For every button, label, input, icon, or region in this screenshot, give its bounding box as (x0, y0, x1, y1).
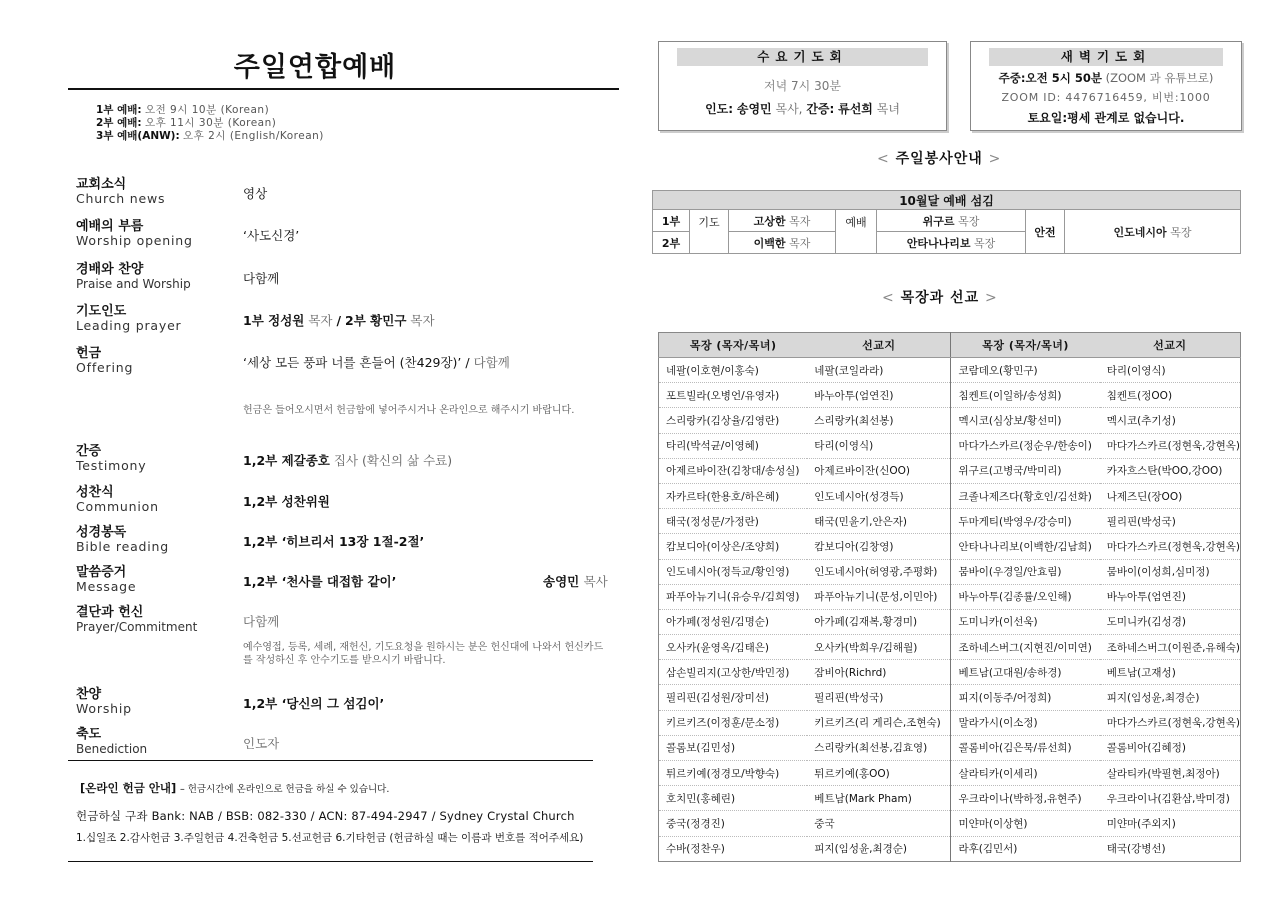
order-label-ko: 성찬식 (76, 485, 114, 500)
mission-field-cell: 도미니카(김성경) (1100, 609, 1241, 634)
preacher (543, 572, 608, 590)
offering-note: 헌금은 들어오시면서 헌금함에 넣어주시거나 온라인으로 해주시기 바랍니다. (243, 405, 575, 416)
order-testimony (76, 445, 616, 473)
serving-prayer-2 (729, 232, 836, 254)
order-label-en: Communion (76, 499, 159, 514)
mission-field-cell: 마다가스카르(정현욱,강현옥) (1100, 710, 1241, 735)
mission-field-cell: 인도네시아(허영광,주평화) (807, 559, 951, 584)
service-times (96, 104, 324, 143)
prayer-leader-1: 1부 정성원 (243, 313, 305, 328)
serving-title: 목장 (958, 214, 980, 228)
missions-title-text: 목장과 선교 (900, 290, 980, 306)
mission-field-cell: 파푸아뉴기니(문성,이민아) (807, 584, 951, 609)
mission-field-cell: 중국 (807, 811, 951, 836)
group-cell: 인도네시아(정득교/황인영) (659, 559, 808, 584)
mission-field-cell: 베트남(Mark Pham) (807, 786, 951, 811)
offering-hymn: ‘세상 모든 풍파 너를 흔들어 (찬429장)’ / (243, 355, 470, 370)
missions-table (658, 332, 1241, 862)
bracket-left: < (882, 290, 895, 306)
group-cell: 삼손빌리지(고상한/박민정) (659, 660, 808, 685)
group-cell: 살라티카(이세리) (951, 761, 1100, 786)
mission-field-cell: 필리핀(박성국) (1100, 509, 1241, 534)
missions-row (659, 786, 1241, 811)
online-divider-top (68, 760, 593, 761)
group-cell: 아가페(정성원/김명순) (659, 609, 808, 634)
group-cell: 필리핀(김성원/장미선) (659, 685, 808, 710)
missions-row (659, 383, 1241, 408)
order-label-ko: 성경봉독 (76, 525, 127, 540)
bank-account: 헌금하실 구좌 Bank: NAB / BSB: 082-330 / ACN: 87-494-2947 / Sydney Crystal Church (76, 809, 575, 823)
online-title-note: – 헌금시간에 온라인으로 헌금을 하실 수 있습니다. (179, 784, 390, 795)
group-cell: 콜롬비아(김은묵/류선희) (951, 735, 1100, 760)
order-label-en: Praise and Worship (76, 277, 191, 291)
wednesday-testimony-title: 목녀 (876, 102, 900, 116)
group-cell: 위구르(고병국/박미리) (951, 458, 1100, 483)
order-value (243, 311, 435, 329)
missions-row (659, 559, 1241, 584)
group-cell: 코람데오(황민구) (951, 358, 1100, 383)
wednesday-time: 저녁 7시 30분 (764, 79, 841, 93)
order-worship (76, 688, 616, 716)
service-time-label: 3부 예배(ANW): (96, 130, 180, 142)
order-news (76, 178, 616, 206)
mission-field-cell: 침켄트(정OO) (1100, 383, 1241, 408)
service-time-value: 오후 2시 (English/Korean) (183, 130, 324, 142)
order-label-en: Worship (76, 701, 132, 716)
serving-prayer-1 (729, 210, 836, 232)
missions-row (659, 358, 1241, 383)
missions-row (659, 761, 1241, 786)
serving-title: 목장 (974, 236, 996, 250)
online-divider-bottom (68, 861, 593, 862)
dawn-weekday-time: 주중:오전 5시 50분 (998, 71, 1102, 85)
group-cell: 침켄트(이일하/송성희) (951, 383, 1100, 408)
bracket-right: > (984, 290, 998, 306)
missions-row (659, 408, 1241, 433)
order-label-ko: 간증 (76, 444, 102, 459)
group-cell: 라후(김민서) (951, 836, 1100, 861)
bracket-right: > (988, 151, 1002, 167)
missions-row (659, 433, 1241, 458)
serving-title: 목장 (1170, 225, 1192, 239)
group-cell: 콜롬보(김민성) (659, 735, 808, 760)
dawn-zoom: ZOOM ID: 4476716459, 비번:1000 (1001, 91, 1211, 104)
order-value: 1,2부 성찬위원 (243, 494, 330, 509)
serving-svc: 2부 (653, 232, 690, 254)
group-cell: 태국(정성문/가정란) (659, 509, 808, 534)
prayer-separator: / (336, 313, 342, 328)
group-cell: 우크라이나(박하정,유현주) (951, 786, 1100, 811)
dawn-weekday-mode: (ZOOM 과 유튜브로) (1105, 71, 1214, 85)
missions-row (659, 836, 1241, 861)
group-cell: 도미니카(이선욱) (951, 609, 1100, 634)
missions-row (659, 509, 1241, 534)
offering-types: 1.십일조 2.감사헌금 3.주일헌금 4.건축헌금 5.선교헌금 6.기타헌금 (헌금하실 때는 이름과 번호를 적어주세요) (76, 832, 584, 844)
order-dedication (76, 606, 616, 634)
order-label-en: Worship opening (76, 233, 193, 248)
group-cell: 피지(이동주/어정희) (951, 685, 1100, 710)
mission-field-cell: 마다가스카르(정현욱,강현옥) (1100, 534, 1241, 559)
order-value: 인도자 (243, 736, 280, 751)
missions-row (659, 811, 1241, 836)
service-time-value: 오후 11시 30분 (Korean) (144, 117, 277, 129)
order-label-ko: 경배와 찬양 (76, 262, 144, 277)
offering-who: 다함께 (473, 355, 510, 370)
mission-field-cell: 우크라이나(김환삼,박미경) (1100, 786, 1241, 811)
service-time-label: 1부 예배: (96, 104, 142, 116)
order-label-ko: 말씀증거 (76, 565, 127, 580)
order-benediction (76, 728, 616, 756)
group-cell: 수바(정찬우) (659, 836, 808, 861)
missions-row (659, 458, 1241, 483)
mission-field-cell: 피지(임성윤,최경순) (1100, 685, 1241, 710)
missions-row (659, 660, 1241, 685)
mission-field-cell: 미얀마(주외지) (1100, 811, 1241, 836)
mission-field-cell: 살라티카(박필현,최정아) (1100, 761, 1241, 786)
mission-field-cell: 아제르바이잔(신OO) (807, 458, 951, 483)
serving-name: 이백한 (753, 236, 786, 250)
serving-table (652, 190, 1241, 254)
mission-field-cell: 타리(이영식) (807, 433, 951, 458)
online-offering-title (80, 780, 389, 796)
prayer-leader-2-title: 목자 (410, 313, 435, 328)
group-cell: 말라가시(이소정) (951, 710, 1100, 735)
order-label-en: Bible reading (76, 539, 169, 554)
serving-role-safety: 안전 (1026, 210, 1065, 254)
order-prayer (76, 305, 616, 333)
mission-field-cell: 네팔(코일라라) (807, 358, 951, 383)
serving-title-text: 주일봉사안내 (895, 151, 983, 167)
missions-row (659, 635, 1241, 660)
order-opening (76, 220, 616, 248)
preacher-title: 목사 (583, 574, 608, 589)
prayer-leader-1-title: 목자 (308, 313, 333, 328)
mission-field-cell: 나제즈딘(장OO) (1100, 483, 1241, 508)
mission-field-cell: 타리(이영식) (1100, 358, 1241, 383)
mission-field-cell: 콜롬비아(김혜정) (1100, 735, 1241, 760)
preacher-name: 송영민 (543, 574, 580, 589)
serving-role-worship: 예배 (836, 210, 877, 254)
service-time-1 (96, 104, 324, 117)
service-time-2 (96, 117, 324, 130)
mission-field-cell: 튀르키예(홍OO) (807, 761, 951, 786)
serving-title: 목자 (789, 236, 811, 250)
order-label-ko: 축도 (76, 727, 102, 742)
dawn-weekday (971, 70, 1241, 86)
service-time-3 (96, 130, 324, 143)
group-cell: 스리랑카(김상율/김영란) (659, 408, 808, 433)
group-cell: 미얀마(이상현) (951, 811, 1100, 836)
group-cell: 뭄바이(우경일/안효림) (951, 559, 1100, 584)
missions-row (659, 609, 1241, 634)
serving-section-title (877, 148, 1001, 168)
group-cell: 네팔(이호현/이홍숙) (659, 358, 808, 383)
group-cell: 아제르바이잔(김창대/송성실) (659, 458, 808, 483)
order-bible (76, 526, 616, 554)
wednesday-lead-label: 인도: (705, 102, 734, 116)
serving-title: 목자 (789, 214, 811, 228)
order-label-ko: 예배의 부름 (76, 219, 144, 234)
wednesday-leaders (659, 100, 946, 117)
mission-field-cell: 멕시코(추기성) (1100, 408, 1241, 433)
order-value: 다함께 (243, 271, 280, 286)
serving-table-title: 10월달 예배 섬김 (653, 191, 1241, 210)
serving-name: 고상한 (753, 214, 786, 228)
order-label-ko: 결단과 헌신 (76, 605, 144, 620)
serving-name: 인도네시아 (1113, 225, 1167, 239)
order-label-en: Prayer/Commitment (76, 620, 198, 634)
dawn-saturday: 토요일:평세 관계로 없습니다. (1027, 111, 1185, 125)
serving-svc: 1부 (653, 210, 690, 232)
serving-role-prayer: 기도 (690, 210, 729, 254)
mission-field-cell: 아가페(김재복,황경미) (807, 609, 951, 634)
mission-field-cell: 뭄바이(이성희,심미정) (1100, 559, 1241, 584)
missions-row (659, 483, 1241, 508)
order-praise (76, 263, 616, 291)
group-cell: 크졸나제즈다(황호인/김선화) (951, 483, 1100, 508)
missions-row (659, 534, 1241, 559)
missions-header: 목장 (목자/목녀) (659, 333, 808, 358)
mission-field-cell: 오사카(박희우/김해월) (807, 635, 951, 660)
order-label-ko: 찬양 (76, 687, 102, 702)
order-value: 1,2부 ‘천사를 대접함 같이’ (243, 574, 397, 589)
order-label-en: Message (76, 579, 137, 594)
group-cell: 중국(정경진) (659, 811, 808, 836)
missions-header: 선교지 (1100, 333, 1241, 358)
mission-field-cell: 스리랑카(최선봉) (807, 408, 951, 433)
mission-field-cell: 필리핀(박성국) (807, 685, 951, 710)
order-communion (76, 486, 616, 514)
wednesday-prayer-box (658, 41, 947, 131)
mission-field-cell: 피지(임성윤,최경순) (807, 836, 951, 861)
wednesday-prayer-title: 수요기도회 (677, 48, 928, 66)
title-divider (68, 88, 619, 90)
missions-table-body (659, 358, 1241, 862)
order-label-en: Leading prayer (76, 318, 182, 333)
prayer-leader-2: 2부 황민구 (345, 313, 407, 328)
order-value (243, 451, 452, 469)
group-cell: 튀르키예(정경모/박향숙) (659, 761, 808, 786)
group-cell: 멕시코(심상보/황선미) (951, 408, 1100, 433)
serving-safety (1065, 210, 1241, 254)
group-cell: 안타나나리보(이백한/김남희) (951, 534, 1100, 559)
order-value: 1,2부 ‘당신의 그 섬김이’ (243, 696, 385, 711)
order-label-en: Offering (76, 360, 134, 375)
wednesday-lead-title: 목사, (775, 102, 803, 116)
group-cell: 마다가스카르(정순우/한송이) (951, 433, 1100, 458)
order-offering (76, 347, 616, 375)
mission-field-cell: 태국(민윤기,안은자) (807, 509, 951, 534)
order-label-ko: 헌금 (76, 346, 102, 361)
mission-field-cell: 태국(강병선) (1100, 836, 1241, 861)
group-cell: 오사카(윤영옥/김태은) (659, 635, 808, 660)
group-cell: 바누아투(김종률/오인해) (951, 584, 1100, 609)
service-time-value: 오전 9시 10분 (Korean) (144, 104, 270, 116)
serving-name: 안타나나리보 (906, 236, 971, 250)
missions-header: 선교지 (807, 333, 951, 358)
group-cell: 캄보디아(이상은/조양희) (659, 534, 808, 559)
order-value: 영상 (243, 186, 268, 201)
order-label-ko: 교회소식 (76, 177, 127, 192)
mission-field-cell: 인도네시아(성경득) (807, 483, 951, 508)
order-value: 다함께 (243, 614, 280, 629)
mission-field-cell: 카자흐스탄(박OO,강OO) (1100, 458, 1241, 483)
mission-field-cell: 조하네스버그(이원준,유해숙) (1100, 635, 1241, 660)
mission-field-cell: 바누아투(엄연진) (1100, 584, 1241, 609)
dawn-prayer-title: 새벽기도회 (989, 48, 1223, 66)
group-cell: 파푸아뉴기니(유승우/김희영) (659, 584, 808, 609)
mission-field-cell: 베트남(고재성) (1100, 660, 1241, 685)
online-title-text: [온라인 헌금 안내] (80, 781, 177, 795)
order-label-en: Church news (76, 191, 166, 206)
order-value: ‘사도신경’ (243, 228, 300, 243)
testimony-person: 1,2부 제갈종호 (243, 453, 330, 468)
page-title: 주일연합예배 (233, 52, 397, 83)
missions-row (659, 685, 1241, 710)
bracket-left: < (877, 151, 890, 167)
order-label-en: Testimony (76, 458, 147, 473)
missions-row (659, 584, 1241, 609)
group-cell: 포트빌라(오병언/유영자) (659, 383, 808, 408)
group-cell: 베트남(고대원/송하경) (951, 660, 1100, 685)
order-message (76, 566, 616, 594)
order-value (243, 353, 510, 371)
mission-field-cell: 키르키즈(리 게리슨,조현숙) (807, 710, 951, 735)
missions-row (659, 710, 1241, 735)
order-value: 1,2부 ‘히브리서 13장 1절-2절’ (243, 534, 425, 549)
missions-section-title (882, 287, 998, 307)
group-cell: 자카르타(한용호/하은혜) (659, 483, 808, 508)
serving-worship-2 (877, 232, 1026, 254)
group-cell: 호치민(홍혜린) (659, 786, 808, 811)
mission-field-cell: 캄보디아(김창영) (807, 534, 951, 559)
serving-worship-1 (877, 210, 1026, 232)
mission-field-cell: 마다가스카르(정현욱,강현옥) (1100, 433, 1241, 458)
group-cell: 키르키즈(이정훈/문소정) (659, 710, 808, 735)
mission-field-cell: 바누아투(엄연진) (807, 383, 951, 408)
wednesday-testimony-label: 간증: (806, 102, 835, 116)
serving-name: 위구르 (922, 214, 955, 228)
wednesday-lead-name: 송영민 (736, 102, 772, 116)
mission-field-cell: 잠비아(Richrd) (807, 660, 951, 685)
order-label-ko: 기도인도 (76, 304, 127, 319)
group-cell: 타리(박석균/이영혜) (659, 433, 808, 458)
missions-row (659, 735, 1241, 760)
order-label-en: Benediction (76, 742, 148, 756)
missions-header: 목장 (목자/목녀) (951, 333, 1100, 358)
group-cell: 두마게티(박영우/강승미) (951, 509, 1100, 534)
testimony-detail: 집사 (확신의 삶 수료) (333, 453, 453, 468)
missions-header-row (659, 333, 1241, 358)
group-cell: 조하네스버그(지현진/이미연) (951, 635, 1100, 660)
dawn-prayer-box (970, 41, 1242, 131)
wednesday-testimony-name: 류선희 (838, 102, 873, 116)
dedication-note: 예수영접, 등록, 세례, 재헌신, 기도요청을 원하시는 분은 헌신대에 나와서 헌신카드를 작성하신 후 안수기도를 받으시기 바랍니다. (243, 642, 604, 666)
mission-field-cell: 스리랑카(최선봉,김효영) (807, 735, 951, 760)
service-time-label: 2부 예배: (96, 117, 142, 129)
